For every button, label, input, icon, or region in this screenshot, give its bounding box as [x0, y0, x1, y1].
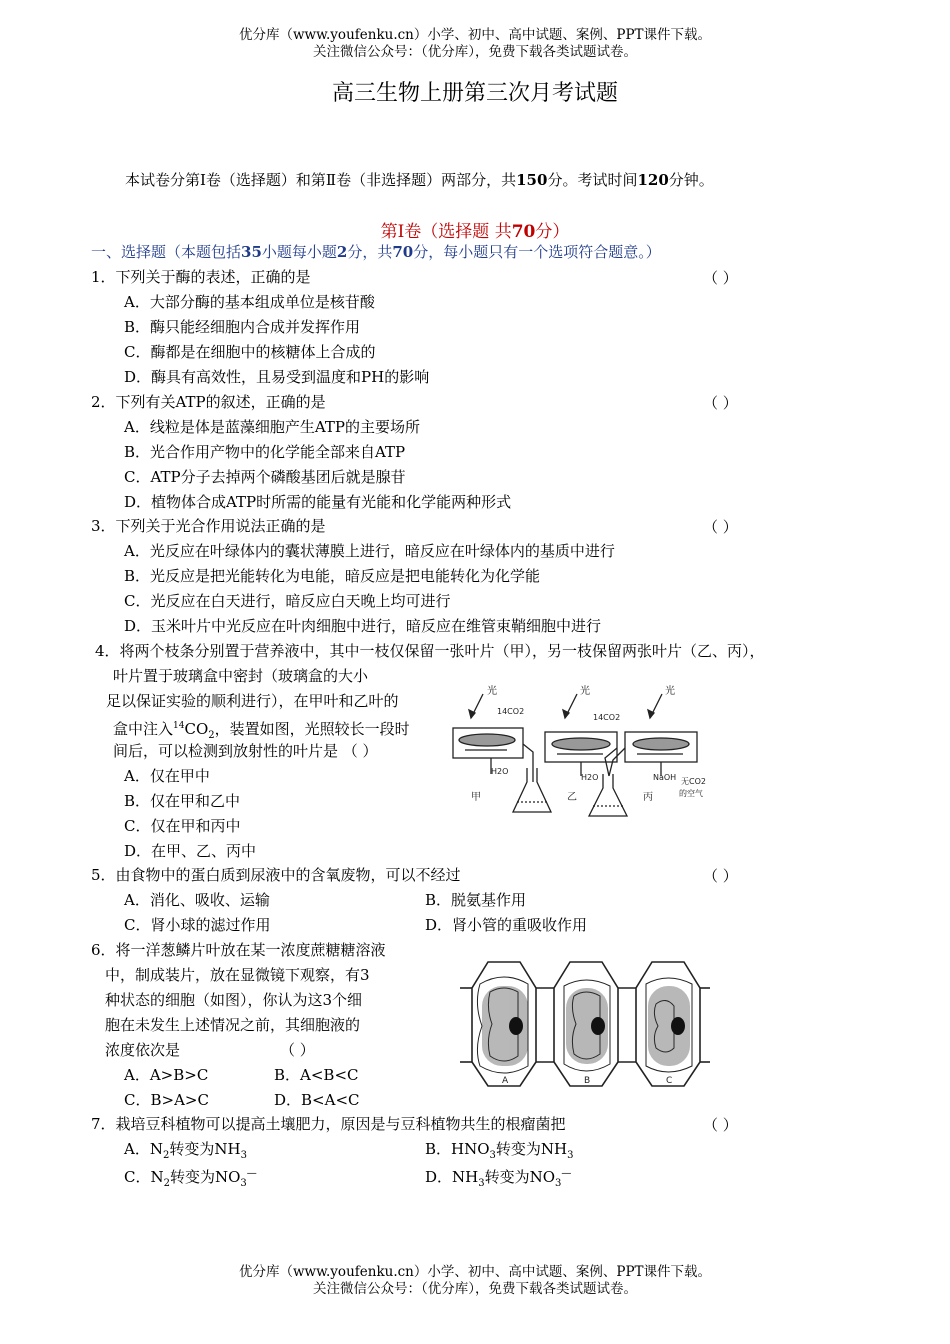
q6-stem-line-1: 6．将一洋葱鳞片叶放在某一浓度蔗糖糖溶液: [91, 941, 386, 959]
fig-label-bing: 丙: [643, 792, 653, 803]
q1-option-c[interactable]: C．酶都是在细胞中的核糖体上合成的: [124, 343, 376, 361]
footer: [0, 1264, 950, 1298]
q5-option-b[interactable]: B．脱氨基作用: [425, 891, 527, 909]
q7-option-c[interactable]: C．$N_2$转变为$NO_3^—$: [124, 1168, 257, 1189]
q6-stem-line-2: 中，制成装片，放在显微镜下观察，有3: [105, 966, 370, 984]
q5-option-c[interactable]: C．肾小球的滤过作用: [124, 916, 271, 934]
fig-label-jia: 甲: [471, 792, 481, 803]
q3-option-b[interactable]: B．光反应是把光能转化为电能，暗反应是把电能转化为化学能: [124, 567, 541, 585]
q6-option-b[interactable]: B．A<B<C: [274, 1066, 359, 1084]
fig-label-cell-b: B: [584, 1076, 591, 1086]
q7-option-b[interactable]: B．$HNO_3$转变为$NH_3$: [425, 1140, 574, 1161]
q2-option-a[interactable]: A．线粒是体是蓝藻细胞产生ATP的主要场所: [124, 418, 420, 436]
q4-option-d[interactable]: D．在甲、乙、丙中: [124, 842, 257, 860]
fig-label-co2-1: 14CO2: [497, 707, 525, 716]
q3-option-c[interactable]: C．光反应在白天进行，暗反应白天晚上均可进行: [124, 592, 451, 610]
q6-answer-blank[interactable]: （ ）: [280, 1041, 315, 1059]
q6-option-a[interactable]: A．A>B>C: [124, 1066, 209, 1084]
fig-label-air: 的空气: [679, 789, 703, 798]
fig-label-light-2: 光: [580, 686, 590, 697]
q5-option-d[interactable]: D．肾小管的重吸收作用: [425, 916, 588, 934]
fig-label-co2-2: 14CO2: [593, 713, 621, 722]
q3-answer-blank[interactable]: （ ）: [703, 518, 738, 536]
footer-line-1: 优分库（www.youfenku.cn）小学、初中、高中试题、案例、PPT课件下载。: [238, 1264, 712, 1280]
q2-stem: 2．下列有关ATP的叙述，正确的是: [91, 393, 326, 411]
q1-option-b[interactable]: B．酶只能经细胞内合成并发挥作用: [124, 318, 361, 336]
q6-option-c[interactable]: C．B>A>C: [124, 1091, 209, 1109]
q5-answer-blank[interactable]: （ ）: [703, 867, 738, 885]
q4-stem-line-1: 4．将两个枝条分别置于营养液中，其中一枝仅保留一张叶片（甲），另一枝保留两张叶片（乙、丙），: [95, 642, 765, 660]
q4-option-b[interactable]: B．仅在甲和乙中: [124, 792, 241, 810]
q4-option-c[interactable]: C．仅在甲和丙中: [124, 817, 241, 835]
fig-label-cell-a: A: [502, 1076, 509, 1086]
fig-label-h2o-1: H2O: [491, 767, 509, 776]
q1-option-d[interactable]: D．酶具有高效性，且易受到温度和PH的影响: [124, 368, 430, 386]
q3-stem: 3．下列关于光合作用说法正确的是: [91, 517, 326, 535]
fig-label-light-3: 光: [665, 686, 675, 697]
q2-answer-blank[interactable]: （ ）: [703, 394, 738, 412]
header-line-2: 关注微信公众号：（优分库），免费下载各类试题试卷。: [313, 44, 637, 60]
section-1-heading: 第Ⅰ卷（选择题 共70分）: [380, 222, 570, 242]
q4-stem-line-5: 间后，可以检测到放射性的叶片是 （ ）: [113, 742, 378, 760]
intro-text: 本试卷分第Ⅰ卷（选择题）和第Ⅱ卷（非选择题）两部分，共150分。考试时间120分钟。: [125, 171, 714, 189]
q6-stem-line-4: 胞在未发生上述情况之前，其细胞液的: [105, 1016, 361, 1034]
q5-option-a[interactable]: A．消化、吸收、运输: [124, 891, 270, 909]
q1-answer-blank[interactable]: （ ）: [703, 269, 738, 287]
footer-line-2: 关注微信公众号：（优分库），免费下载各类试题试卷。: [313, 1281, 637, 1297]
q7-option-a[interactable]: A．$N_2$转变为$NH_3$: [124, 1140, 247, 1161]
q6-stem-line-5: 浓度依次是 （ ）: [105, 1041, 315, 1059]
q4-stem-line-4: 盒中注入$^{14}CO_2$，装置如图，光照较长一段时: [113, 720, 410, 741]
q2-option-c[interactable]: C．ATP分子去掉两个磷酸基团后就是腺苷: [124, 468, 406, 486]
header-line-1: 优分库（www.youfenku.cn）小学、初中、高中试题、案例、PPT课件下载。: [238, 27, 712, 43]
page-title: 高三生物上册第三次月考试题: [331, 81, 618, 106]
q7-stem: 7．栽培豆科植物可以提高土壤肥力，原因是与豆科植物共生的根瘤菌把: [91, 1115, 566, 1133]
instructions: 一、选择题（本题包括35小题每小题2分，共70分，每小题只有一个选项符合题意。）: [91, 243, 661, 261]
q5-stem: 5．由食物中的蛋白质到尿液中的含氧废物，可以不经过: [91, 866, 461, 884]
q6-cells-figure: [460, 956, 710, 1094]
q2-option-d[interactable]: D．植物体合成ATP时所需的能量有光能和化学能两种形式: [124, 493, 512, 511]
fig-label-naoh: NaOH: [653, 773, 677, 782]
q3-option-a[interactable]: A．光反应在叶绿体内的囊状薄膜上进行，暗反应在叶绿体内的基质中进行: [124, 542, 615, 560]
q1-option-a[interactable]: A．大部分酶的基本组成单位是核苷酸: [124, 293, 375, 311]
q4-stem-line-2: 叶片置于玻璃盒中密封（玻璃盒的大小: [113, 667, 369, 685]
header: [0, 27, 950, 61]
q4-stem-line-3: 足以保证实验的顺利进行），在甲叶和乙叶的: [106, 692, 399, 710]
q7-option-d[interactable]: D．$NH_3$转变为$NO_3^—$: [425, 1168, 572, 1189]
q7-answer-blank[interactable]: （ ）: [703, 1116, 738, 1134]
q6-option-d[interactable]: D．B<A<C: [274, 1091, 360, 1109]
q1-stem: 1．下列关于酶的表述，正确的是: [91, 268, 311, 286]
fig-label-cell-c: C: [666, 1076, 673, 1086]
q2-option-b[interactable]: B．光合作用产物中的化学能全部来自ATP: [124, 443, 406, 461]
fig-label-yi: 乙: [567, 792, 577, 803]
q3-option-d[interactable]: D．玉米叶片中光反应在叶肉细胞中进行，暗反应在维管束鞘细胞中进行: [124, 617, 602, 635]
q6-stem-line-3: 种状态的细胞（如图），你认为这3个细: [105, 991, 363, 1009]
q4-apparatus-figure: [447, 684, 715, 832]
q4-option-a[interactable]: A．仅在甲中: [124, 767, 210, 785]
fig-label-light-1: 光: [487, 686, 497, 697]
fig-label-no-co2: 无CO2: [681, 777, 706, 786]
fig-label-h2o-2: H2O: [581, 773, 599, 782]
